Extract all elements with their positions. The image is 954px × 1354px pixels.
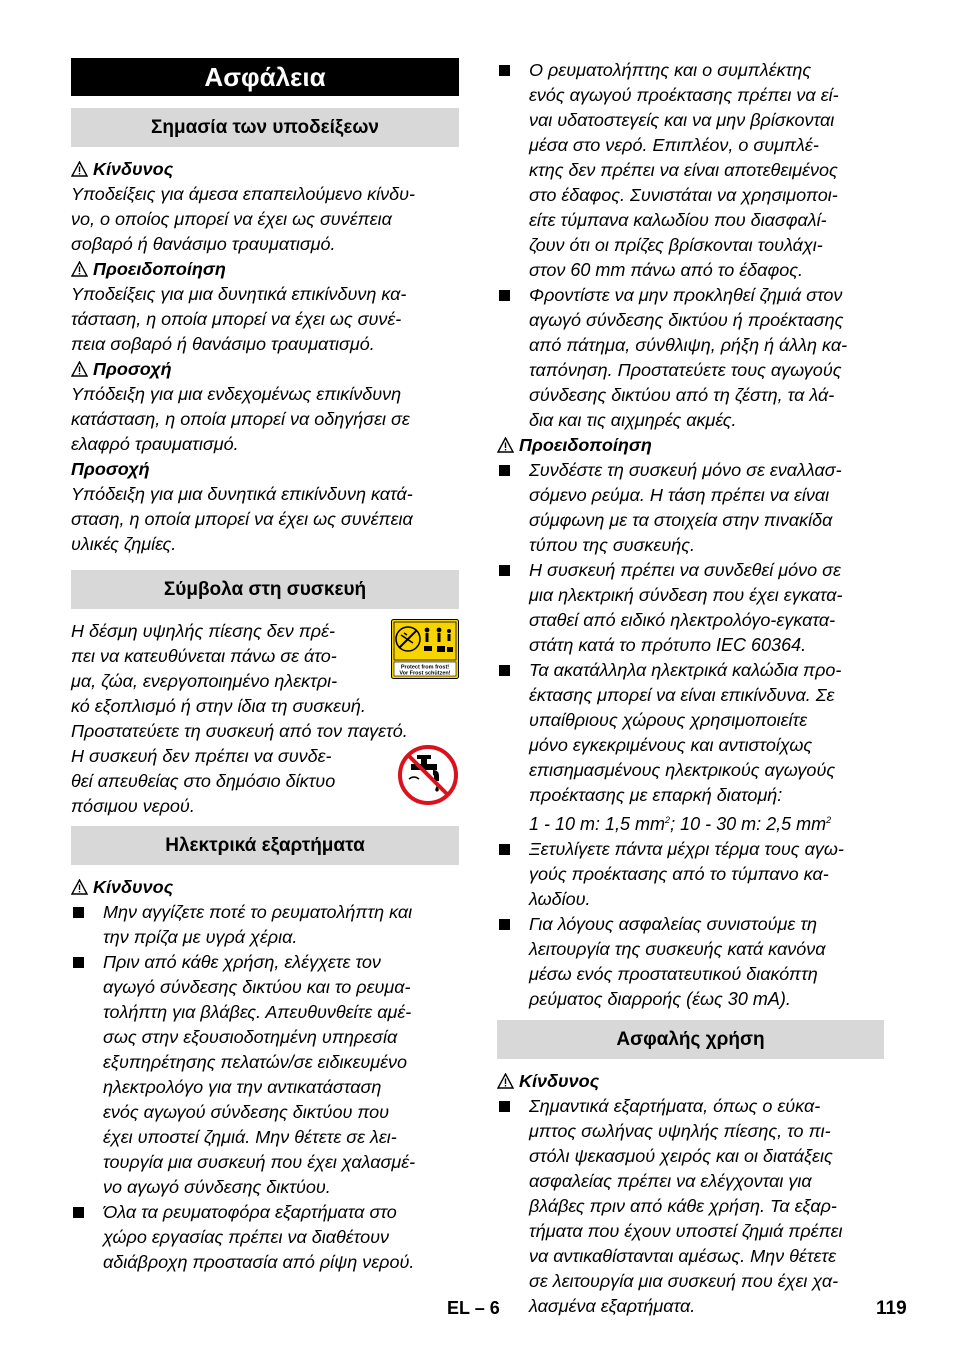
warning-triangle-icon — [497, 433, 519, 458]
warning-triangle-icon — [71, 157, 93, 182]
warning-triangle-icon — [71, 257, 93, 282]
warning-triangle-icon — [71, 357, 93, 382]
page-number: 119 — [876, 1298, 907, 1319]
footer-language: EL – 6 — [447, 1298, 500, 1318]
warning-triangle-icon — [497, 1069, 519, 1094]
safe-use-bullets — [497, 1094, 884, 1319]
list-item: Για λόγους ασφαλείας συνιστούμε τη λειτουργία της συσκευής κατά κανόνα μέσω ενός προστατευτικού διακόπτη ρεύματος διαρροής (έως 30 mA). — [497, 912, 884, 1012]
list-item: Μην αγγίζετε ποτέ το ρευματολήπτη και την πρίζα με υγρά χέρια. — [71, 900, 459, 950]
warning-label: Προειδοποίηση — [71, 257, 459, 282]
voltage-bullets — [497, 458, 884, 837]
section-heading-electrical: Ηλεκτρικά εξαρτήματα — [71, 826, 459, 865]
section-heading-symbols: Σύμβολα στη συσκευή — [71, 570, 459, 609]
warning-triangle-icon — [71, 875, 93, 900]
danger-text: Υποδείξεις για άμεσα επαπειλούμενο κίνδυ- νο, ο οποίος μπορεί να έχει ως συνέπεια σοβαρό ή θανάσιμο τραυματισμό. — [71, 184, 415, 254]
list-item: Συνδέστε τη συσκευή μόνο σε εναλλασ- σόμενο ρεύμα. Η τάση πρέπει να είναι σύμφωνη με τα στοιχεία στην πινακίδα τύπου της συσκευής. — [497, 458, 884, 558]
danger-label: Κίνδυνος — [497, 1069, 884, 1094]
caution-label: Προσοχή — [71, 357, 459, 382]
list-item: Όλα τα ρευματοφόρα εξαρτήματα στο χώρο εργασίας πρέπει να διαθέτουν αδιάβροχη προστασία από ρίψη νερού. — [71, 1200, 459, 1275]
list-item: Ο ρευματολήπτης και ο συμπλέκτης ενός αγωγού προέκτασης πρέπει να εί- ναι υδατοστεγείς και να μην βρίσκονται μέσα στο νερό. Επιπλέον, ο συμπλέ- κτης δεν πρέπει να είναι αποτεθειμένος στο έδαφος. Συνιστάται να χρησιμοποι- είτε τύμπανα καλωδίου που διασφαλί- ζουν ότι οι πρίζες βρίσκονται τουλάχι- στον 60 mm πάνω από το έδαφος. — [497, 58, 884, 283]
section-heading-safe-use: Ασφαλής χρήση — [497, 1020, 884, 1059]
list-item: Τα ακατάλληλα ηλεκτρικά καλώδια προ- έκτασης μπορεί να είναι επικίνδυνα. Σε υπαίθριους χώρους χρησιμοποιείτε μόνο εγκεκριμένους και αντιστοίχως επισημασμένους ηλεκτρικούς αγωγούς προέκτασης με επαρκή διατομή: 1 - 10 m: 1,5 $mm^2$; 10 - 30 m: 2,5 $mm^2$ — [497, 658, 884, 837]
list-item: Ξετυλίγετε πάντα μέχρι τέρμα τους αγω- γούς προέκτασης από το τύμπανο κα- λωδίου. — [497, 837, 884, 912]
caution-text: Υπόδειξη για μια ενδεχομένως επικίνδυνη κατάσταση, η οποία μπορεί να οδηγήσει σε ελαφρό τραυματισμό. — [71, 384, 410, 454]
list-item: Φροντίστε να μην προκληθεί ζημιά στον αγωγό σύνδεσης δικτύου ή προέκτασης από πάτημα, σύνθλιψη, ρήξη ή άλλη κα- ταπόνηση. Προστατεύετε τους αγωγούς σύνδεσης δικτύου από τη ζέστη, τα λά- δια και τις αιχμηρές ακμές. — [497, 283, 884, 433]
warning-text: Υποδείξεις για μια δυνητικά επικίνδυνη κα- τάσταση, η οποία μπορεί να έχει ως συνέ- πεια σοβαρό ή θανάσιμο τραυματισμό. — [71, 284, 407, 354]
right-column — [497, 58, 884, 1319]
danger-label: Κίνδυνος — [71, 875, 459, 900]
list-item: Πριν από κάθε χρήση, ελέγχετε τον αγωγό σύνδεσης δικτύου και το ρευμα- τολήπτη για βλάβες. Απευθυνθείτε αμέ- σως στην εξουσιοδοτημένη υπηρεσία εξυπηρέτησης πελατών/σε ειδικευμένο ηλεκτρολόγο για την αντικατάσταση ενός αγωγού σύνδεσης δικτύου που έχει υποστεί ζημιά. Μην θέτετε σε λει- τουργία μια συσκευή που έχει χαλασμέ- νο αγωγό σύνδεσης δικτύου. — [71, 950, 459, 1200]
cable-bullets — [497, 837, 884, 1012]
list-item: Σημαντικά εξαρτήματα, όπως ο εύκα- μπτος σωλήνας υψηλής πίεσης, το πι- στόλι ψεκασμού χειρός και οι διατάξεις ασφαλείας πρέπει να ελέγχονται για βλάβες πριν από κάθε χρήση. Τα εξαρ- τήματα που έχουν υποστεί ζημιά πρέπει να αντικαθίστανται αμέσως. Μην θέτετε σε λειτουργία μια συσκευή που έχει χα- λασμένα εξαρτήματα. — [497, 1094, 884, 1319]
section-heading-importance: Σημασία των υποδείξεων — [71, 108, 459, 147]
plug-bullets — [497, 58, 884, 433]
no-drinking-water-icon — [397, 744, 459, 806]
left-column — [71, 58, 459, 1275]
list-item: Η συσκευή πρέπει να συνδεθεί μόνο σε μια ηλεκτρική σύνδεση που έχει εγκατα- σταθεί από ειδικό ηλεκτρολόγο-εγκατα- στάτη κατά το πρότυπο IEC 60364. — [497, 558, 884, 658]
symbols-block — [71, 619, 459, 819]
warning-label: Προειδοποίηση — [497, 433, 884, 458]
cross-section-line: 1 - 10 m: 1,5 $mm^2$; 10 - 30 m: 2,5 $mm^2$ — [529, 814, 832, 834]
page-title: Ασφάλεια — [71, 58, 459, 96]
sign-text-en: Protect from frost! — [400, 664, 450, 671]
symbol-text-frost: Προστατεύετε τη συσκευή από τον παγετό. — [71, 721, 408, 741]
symbol-text-jet: Η δέσμη υψηλής πίεσης δεν πρέ- πει να κατευθύνεται πάνω σε άτο- μα, ζώα, ενεργοποιημένο ηλεκτρι- κό εξοπλισμό ή στην ίδια τη συσκευή. — [71, 621, 366, 716]
sign-text-de: Vor Frost schützen! — [399, 670, 451, 677]
electrical-bullets — [71, 900, 459, 1275]
safety-sign-image — [391, 619, 459, 679]
notice-label: Προσοχή — [71, 459, 150, 479]
symbol-text-water: Η συσκευή δεν πρέπει να συνδε- θεί απευθείας στο δημόσιο δίκτυο πόσιμου νερού. — [71, 746, 336, 816]
danger-label: Κίνδυνος — [71, 157, 459, 182]
notice-text: Υπόδειξη για μια δυνητικά επικίνδυνη κατά- σταση, η οποία μπορεί να έχει ως συνέπεια υλικές ζημίες. — [71, 484, 413, 554]
